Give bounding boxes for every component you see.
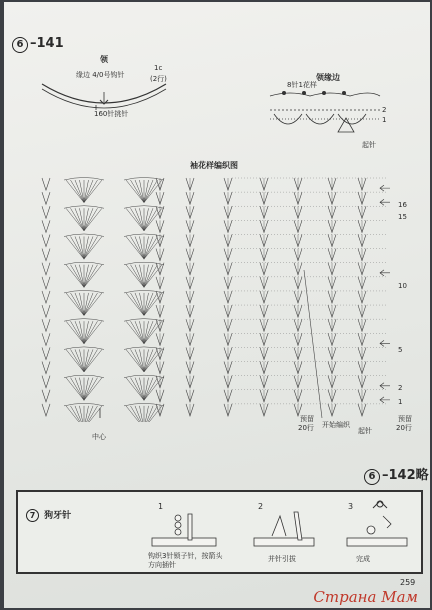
neck-edge-row-2: 2 (382, 106, 387, 114)
row-mark-2: 2 (398, 384, 403, 392)
step-2-number: 2 (258, 502, 264, 511)
watermark: Страна Мам (313, 588, 418, 606)
pattern-number: 6 –141 (12, 36, 64, 53)
step-1-text: 钩织3针锁子针，按箭头方向插针 (148, 552, 223, 569)
section-142-circle: 6 (364, 469, 380, 485)
neck-edge-row-1: 1 (382, 116, 387, 124)
step-2-text: 并针引拔 (268, 555, 296, 563)
neck-edge-title: 领缘边 (316, 73, 340, 82)
neck-edge-label: 缘边 4/0号钩针 (76, 71, 125, 79)
bottom-label-reserve-left: 预留 (300, 415, 314, 423)
step-3-text: 完成 (356, 555, 370, 563)
neck-title: 领 (100, 55, 108, 64)
page-number: 259 (400, 578, 416, 587)
neck-curve-diagram (34, 72, 184, 117)
step-3-illustration (343, 510, 413, 550)
section-142: 6 –142略 (364, 464, 429, 485)
stitch-legend-box (16, 490, 423, 574)
bottom-label-start-knit: 开始编织 (322, 421, 350, 429)
row-mark-15: 15 (398, 213, 407, 221)
pattern-number-circle: 6 (12, 37, 28, 53)
neck-edge-chart (266, 88, 390, 144)
step-2-illustration (250, 510, 320, 550)
step-1-number: 1 (158, 502, 164, 511)
neck-rows-sub: (2行) (150, 75, 167, 83)
picot-symbol-icon (198, 498, 418, 510)
sleeve-chart-title: 袖花样编织图 (190, 161, 238, 170)
row-mark-5: 5 (398, 346, 403, 354)
neck-edge-repeat: 8针1花样 (287, 81, 317, 89)
row-mark-16: 16 (398, 201, 407, 209)
sleeve-stitch-chart (32, 170, 392, 422)
row-mark-1: 1 (398, 398, 403, 406)
page (4, 2, 430, 608)
center-label: 中心 (92, 433, 106, 441)
step-3-number: 3 (348, 502, 354, 511)
bottom-label-rows-right: 20行 (396, 424, 412, 432)
bottom-label-rows-left: 20行 (298, 424, 314, 432)
legend-title: 狗牙针 (44, 511, 72, 521)
row-mark-10: 10 (398, 282, 407, 290)
neck-rows-label: 1c (154, 64, 163, 72)
legend-number-circle: 7 (26, 509, 39, 522)
neck-edge-start: 起针 (362, 141, 376, 149)
neck-stitch-label: 160针挑针 (94, 110, 129, 118)
bottom-label-reserve-right: 预留 (398, 415, 412, 423)
legend-title-row (26, 508, 71, 522)
bottom-label-cast-on: 起针 (358, 427, 372, 435)
step-1-illustration (148, 510, 222, 550)
